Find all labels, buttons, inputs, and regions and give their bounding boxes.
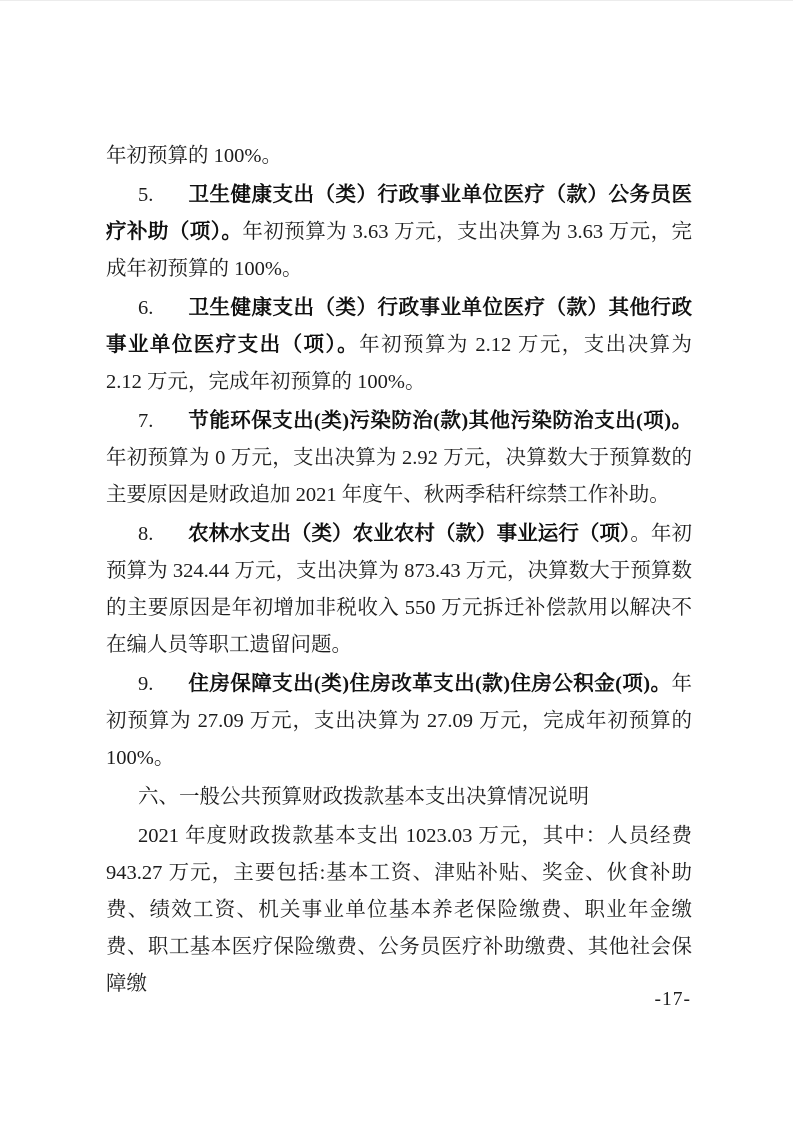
item-heading: 卫生健康支出（类）行政事业单位医疗（款）其他行政事业单位医疗支出（项）。 xyxy=(106,297,692,356)
item-heading: 节能环保支出(类)污染防治(款)其他污染防治支出(项)。 xyxy=(188,410,692,432)
item-heading: 农林水支出（类）农业农村（款）事业运行（项） xyxy=(188,523,631,545)
item-number: 6. xyxy=(138,297,154,319)
item-body: 年初预算为 27.09 万元，支出决算为 27.09 万元，完成年初预算的 100%。 xyxy=(106,673,692,769)
section-heading-text: 六、一般公共预算财政拨款基本支出决算情况说明 xyxy=(138,786,589,808)
para-item-6 xyxy=(106,290,692,401)
item-body: 年初预算为 3.63 万元，支出决算为 3.63 万元，完成年初预算的 100%。 xyxy=(106,221,693,280)
item-number: 9. xyxy=(138,673,154,695)
item-heading: 卫生健康支出（类）行政事业单位医疗（款）公务员医疗补助（项）。 xyxy=(106,184,692,243)
item-body: 年初预算为 0 万元，支出决算为 2.92 万元，决算数大于预算数的主要原因是财政追加 2021 年度午、秋两季秸秆综禁工作补助。 xyxy=(106,447,692,506)
page-number: -17- xyxy=(654,989,691,1010)
para-item-9 xyxy=(106,666,692,777)
item-number: 7. xyxy=(138,410,154,432)
item-body: 。年初预算为 324.44 万元，支出决算为 873.43 万元，决算数大于预算数的主要原因是年初增加非税收入 550 万元拆迁补偿款用以解决不在编人员等职工遗留问题。 xyxy=(106,523,692,656)
body-text: 2021 年度财政拨款基本支出 1023.03 万元，其中：人员经费 943.27 万元，主要包括:基本工资、津贴补贴、奖金、伙食补助费、绩效工资、机关事业单位基本养老保险缴费、职业年金缴费、职工基本医疗保险缴费、公务员医疗补助缴费、其他社会保障缴 xyxy=(106,825,692,995)
item-number: 8. xyxy=(138,523,154,545)
para-basic-expenditure xyxy=(106,818,692,1003)
item-heading: 住房保障支出(类)住房改革支出(款)住房公积金(项)。 xyxy=(188,673,672,695)
para-item-7 xyxy=(106,403,692,514)
item-body: 年初预算为 2.12 万元，支出决算为 2.12 万元，完成年初预算的 100%。 xyxy=(106,334,693,393)
document-body xyxy=(106,138,692,1005)
body-text: 年初预算的 100%。 xyxy=(106,145,282,167)
para-continuation xyxy=(106,138,692,175)
para-item-5 xyxy=(106,177,692,288)
para-item-8 xyxy=(106,516,692,664)
item-number: 5. xyxy=(138,184,154,206)
section-heading xyxy=(106,779,692,816)
